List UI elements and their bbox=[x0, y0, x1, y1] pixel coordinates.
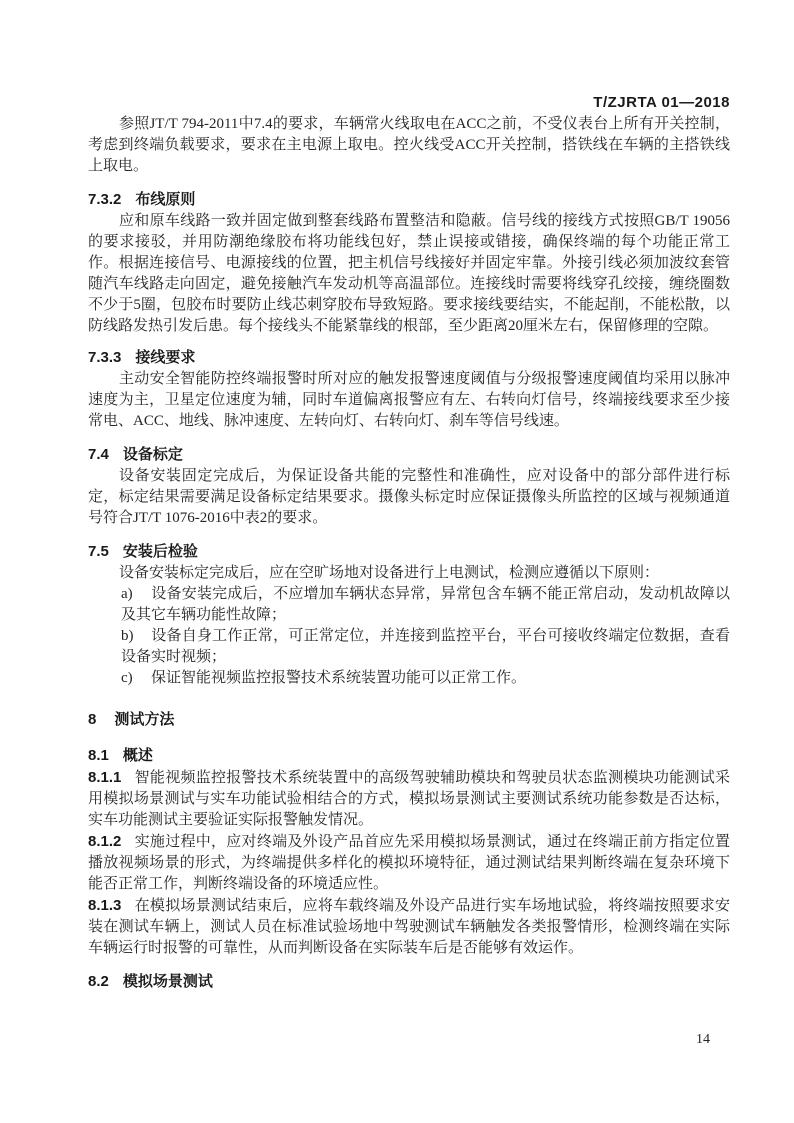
clause-8-1-2 bbox=[88, 831, 730, 895]
clause-title: 模拟场景测试 bbox=[122, 973, 213, 990]
list-item bbox=[88, 668, 730, 689]
clause-title: 概述 bbox=[122, 747, 153, 764]
clause-text: 智能视频监控报警技术系统装置中的高级驾驶辅助模块和驾驶员状态监测模块功能测试采用模拟场景测试与实车功能试验相结合的方式，模拟场景测试主要测试系统功能参数是否达标，实车功能测试主要验证实际报警触发情况。 bbox=[88, 770, 730, 828]
paragraph-wiring-principle: 应和原车线路一致并固定做到整套线路布置整洁和隐蔽。信号线的接线方式按照GB/T 19056的要求接驳，并用防潮绝缘胶布将功能线包好，禁止误接或错接，确保终端的每个功能正常工作。根据连接信号、电源接线的位置，把主机信号线接好并固定牢靠。外接引线必须加波纹套管随汽车线路走向固定，避免接触汽车发动机等高温部位。连接线时需要将线穿孔绞接，缠绕圈数不少于5圈，包胶布时要防止线芯刺穿胶布导致短路。要求接线要结实，不能起削，不能松散，以防线路发热引发后患。每个接线头不能紧靠线的根部，至少距离20厘米左右，保留修理的空隙。 bbox=[88, 213, 730, 334]
clause-title: 接线要求 bbox=[135, 349, 196, 366]
list-marker: c) bbox=[121, 670, 133, 686]
clause-number: 7.3.2 bbox=[88, 191, 122, 208]
clause-title: 设备标定 bbox=[122, 446, 183, 463]
clause-number: 7.4 bbox=[88, 446, 109, 463]
list-item-text: 保证智能视频监控报警技术系统装置功能可以正常工作。 bbox=[151, 670, 527, 686]
clause-text: 实施过程中，应对终端及外设产品首应先采用模拟场景测试，通过在终端正前方指定位置播放视频场景的形式，为终端提供多样化的模拟环境特征，通过测试结果判断终端在复杂环境下能否正常工作，判断终端设备的环境适应性。 bbox=[88, 834, 730, 892]
clause-number: 8.1 bbox=[88, 747, 109, 764]
clause-8-1-1 bbox=[88, 767, 730, 831]
page-header bbox=[88, 92, 730, 114]
paragraph-connection-requirement: 主动安全智能防控终端报警时所对应的触发报警速度阈值与分级报警速度阈值均采用以脉冲速度为主，卫星定位速度为辅，同时车道偏离报警应有左、右转向灯信号，终端接线要求至少接常电、ACC、地线、脉冲速度、左转向灯、右转向灯、刹车等信号线速。 bbox=[88, 371, 730, 429]
list-item bbox=[88, 584, 730, 626]
chapter-number: 8 bbox=[88, 711, 97, 728]
clause-number: 7.3.3 bbox=[88, 349, 122, 366]
list-item-text: 设备安装完成后，不应增加车辆状态异常，异常包含车辆不能正常启动，发动机故障以及其它车辆功能性故障； bbox=[121, 586, 730, 623]
clause-number: 8.1.3 bbox=[88, 897, 122, 914]
heading-8 bbox=[88, 709, 730, 731]
inspection-principles-list bbox=[88, 584, 730, 689]
chapter-title: 测试方法 bbox=[114, 711, 175, 728]
heading-7-3-3 bbox=[88, 347, 730, 369]
list-item-text: 设备自身工作正常，可正常定位，并连接到监控平台，平台可接收终端定位数据，查看设备实时视频； bbox=[121, 628, 730, 665]
heading-7-4 bbox=[88, 444, 730, 466]
heading-7-5 bbox=[88, 541, 730, 563]
clause-number: 8.1.2 bbox=[88, 833, 122, 850]
paragraph-power-wiring: 参照JT/T 794-2011中7.4的要求，车辆常火线取电在ACC之前，不受仪表台上所有开关控制，考虑到终端负载要求，要求在主电源上取电。控火线受ACC开关控制，搭铁线在车辆的主搭铁线上取电。 bbox=[88, 116, 730, 174]
clause-text: 在模拟场景测试结束后，应将车载终端及外设产品进行实车场地试验，将终端按照要求安装在测试车辆上，测试人员在标准试验场地中驾驶测试车辆触发各类报警情形，检测终端在实际车辆运行时报警的可靠性，从而判断设备在实际装车后是否能够有效运作。 bbox=[88, 898, 730, 956]
standard-number: T/ZJRTA 01—2018 bbox=[593, 94, 730, 111]
list-marker: b) bbox=[121, 628, 134, 644]
heading-7-3-2 bbox=[88, 189, 730, 211]
clause-title: 布线原则 bbox=[135, 191, 196, 208]
heading-8-2 bbox=[88, 971, 730, 993]
clause-title: 安装后检验 bbox=[122, 543, 198, 560]
clause-number: 7.5 bbox=[88, 543, 109, 560]
clause-number: 8.2 bbox=[88, 973, 109, 990]
paragraph-post-install-check: 设备安装标定完成后，应在空旷场地对设备进行上电测试，检测应遵循以下原则： bbox=[119, 565, 660, 581]
clause-8-1-3 bbox=[88, 895, 730, 959]
list-item bbox=[88, 626, 730, 668]
clause-number: 8.1.1 bbox=[88, 769, 122, 786]
paragraph-device-calibration: 设备安装固定完成后，为保证设备共能的完整性和准确性，应对设备中的部分部件进行标定，标定结果需要满足设备标定结果要求。摄像头标定时应保证摄像头所监控的区域与视频通道号符合JT/T 1076-2016中表2的要求。 bbox=[88, 468, 730, 526]
heading-8-1 bbox=[88, 745, 730, 767]
page-number: 14 bbox=[696, 1032, 710, 1047]
list-marker: a) bbox=[121, 586, 133, 602]
